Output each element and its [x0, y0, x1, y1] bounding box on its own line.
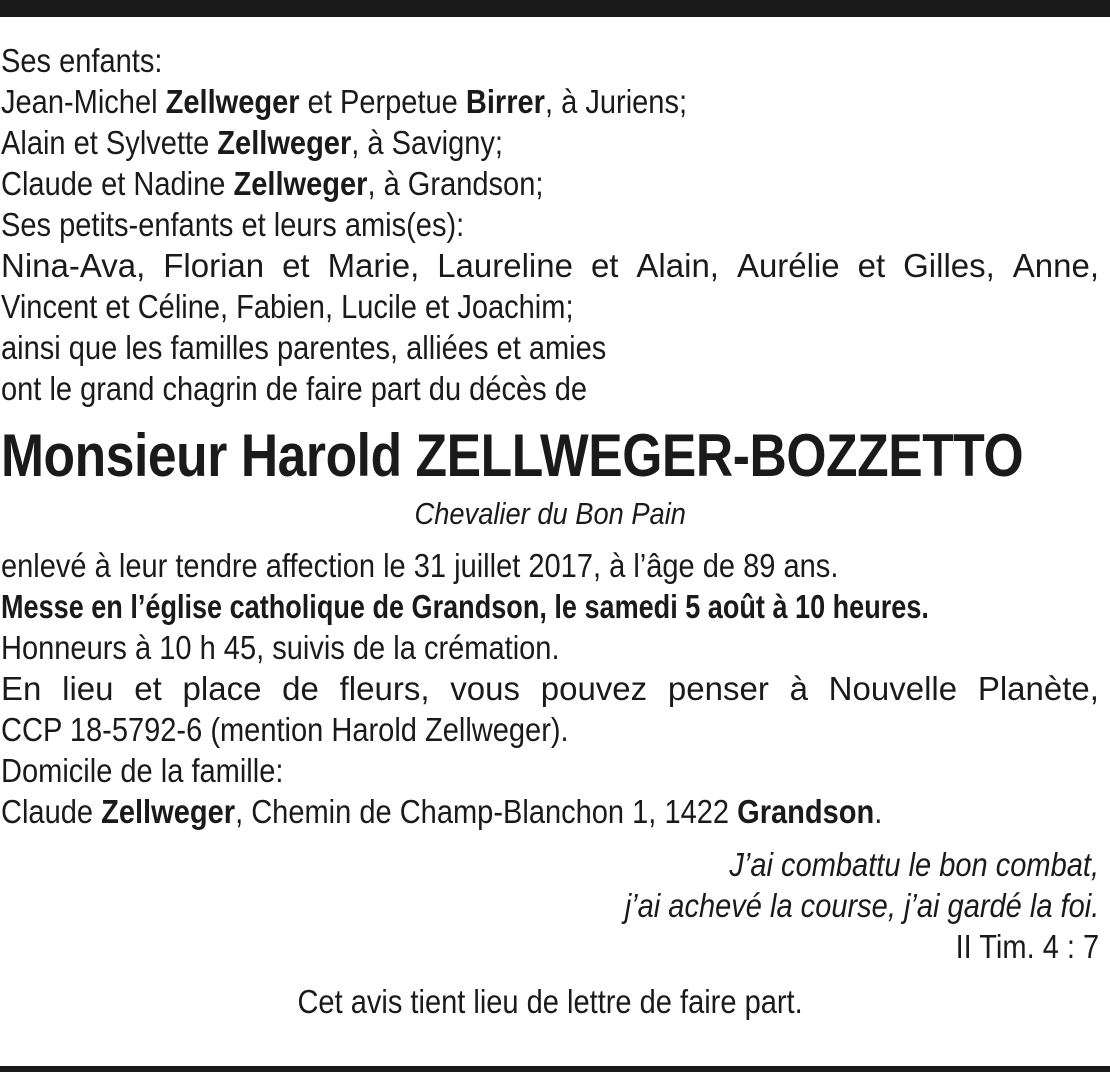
ccp-line: CCP 18-5792-6 (mention Harold Zellweger). [1, 711, 569, 748]
deceased-distinction: Chevalier du Bon Pain [414, 496, 686, 531]
family-line-1: Jean-Michel Zellweger et Perpetue Birrer, à Juriens; [1, 83, 688, 120]
deceased-name: Monsieur Harold ZELLWEGER-BOZZETTO [1, 422, 1024, 489]
families-line: ainsi que les familles parentes, alliées et amies [1, 329, 607, 366]
family-line-3: Claude et Nadine Zellweger, à Grandson; [1, 165, 544, 202]
flowers-line: En lieu et place de fleurs, vous pouvez penser à Nouvelle Planète, [1, 670, 1099, 707]
children-heading: Ses enfants: [1, 42, 163, 79]
quote-reference: II Tim. 4 : 7 [955, 928, 1099, 965]
footer-note: Cet avis tient lieu de lettre de faire part. [297, 983, 803, 1020]
domicile-heading: Domicile de la famille: [1, 752, 284, 789]
family-line-2: Alain et Sylvette Zellweger, à Savigny; [1, 124, 504, 161]
grandchildren-heading: Ses petits-enfants et leurs amis(es): [1, 206, 465, 243]
quote-line-2: j’ai achevé la course, j’ai gardé la foi. [624, 887, 1099, 924]
top-rule [0, 0, 1110, 17]
domicile-address: Claude Zellweger, Chemin de Champ-Blanchon 1, 1422 Grandson. [1, 793, 883, 830]
mass-line: Messe en l’église catholique de Grandson, le samedi 5 août à 10 heures. [1, 588, 929, 625]
bottom-rule [0, 1066, 1110, 1072]
honours-line: Honneurs à 10 h 45, suivis de la crémation. [1, 629, 560, 666]
grandchildren-line-1: Nina-Ava, Florian et Marie, Laureline et Alain, Aurélie et Gilles, Anne, [1, 247, 1099, 284]
quote-line-1: J’ai combattu le bon combat, [729, 846, 1099, 883]
announcement-line: ont le grand chagrin de faire part du décès de [1, 370, 588, 407]
notice-content [1, 40, 1099, 1022]
grandchildren-line-2: Vincent et Céline, Fabien, Lucile et Joachim; [1, 288, 574, 325]
death-line: enlevé à leur tendre affection le 31 juillet 2017, à l’âge de 89 ans. [1, 547, 839, 584]
